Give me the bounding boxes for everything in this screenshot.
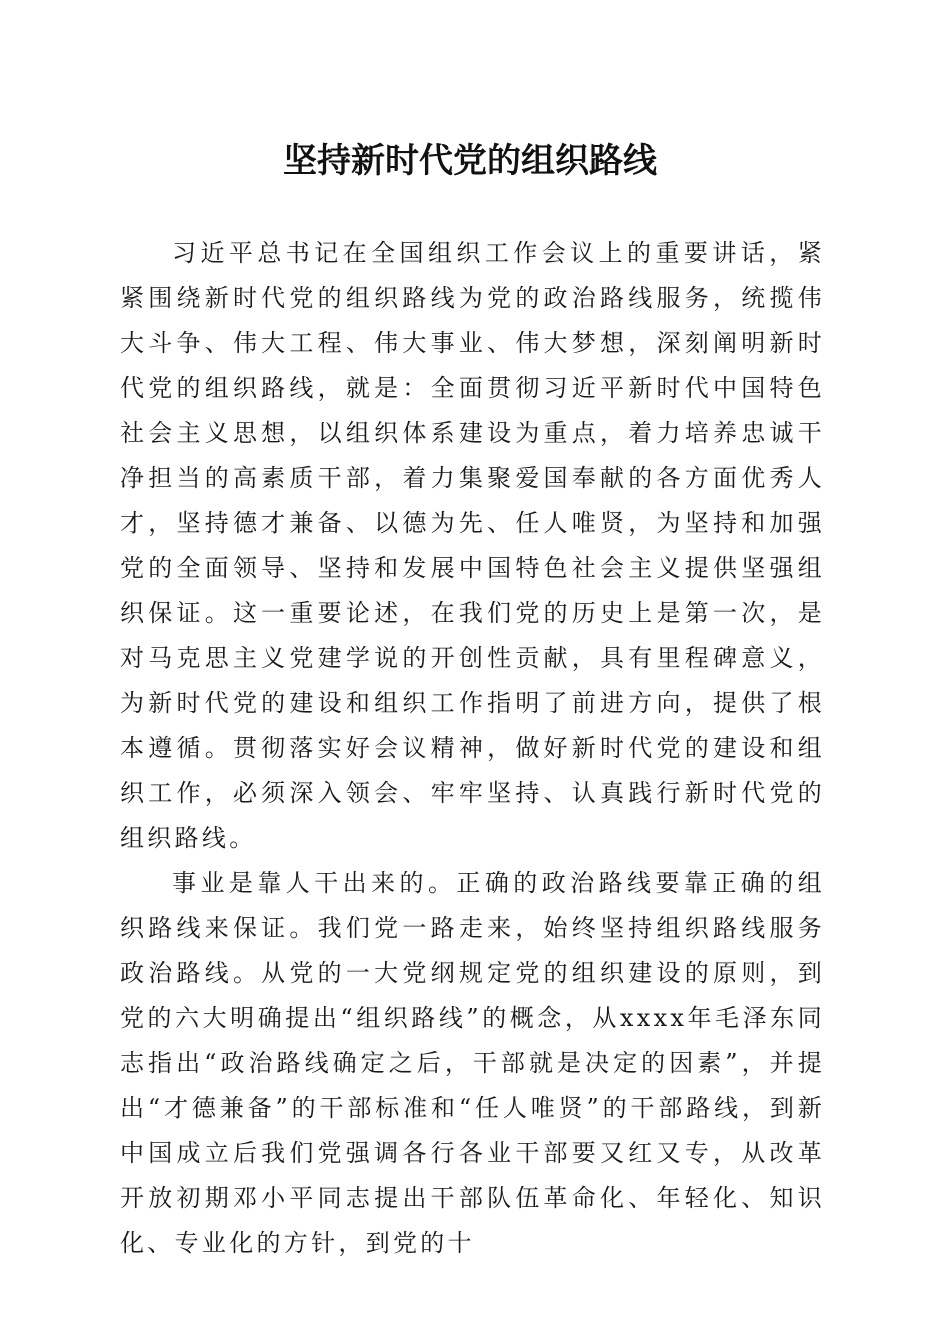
paragraph-2: 事业是靠人干出来的。正确的政治路线要靠正确的组织路线来保证。我们党一路走来，始终坚持组织路线服务政治路线。从党的一大党纲规定党的组织建设的原则，到党的六大明确提出“组织路线”的概念，从xxxx年毛泽东同志指出“政治路线确定之后，干部就是决定的因素”，并提出“才德兼备”的干部标准和“任人唯贤”的干部路线，到新中国成立后我们党强调各行各业干部要又红又专，从改革开放初期邓小平同志提出干部队伍革命化、年轻化、知识化、专业化的方针，到党的十 xyxy=(120,869,825,1257)
document-title: 坚持新时代党的组织路线 xyxy=(283,141,657,181)
paragraph-1: 习近平总书记在全国组织工作会议上的重要讲话，紧紧围绕新时代党的组织路线为党的政治路线服务，统揽伟大斗争、伟大工程、伟大事业、伟大梦想，深刻阐明新时代党的组织路线，就是：全面贯彻习近平新时代中国特色社会主义思想，以组织体系建设为重点，着力培养忠诚干净担当的高素质干部，着力集聚爱国奉献的各方面优秀人才，坚持德才兼备、以德为先、任人唯贤，为坚持和加强党的全面领导、坚持和发展中国特色社会主义提供坚强组织保证。这一重要论述，在我们党的历史上是第一次，是对马克思主义党建学说的开创性贡献，具有里程碑意义，为新时代党的建设和组织工作指明了前进方向，提供了根本遵循。贯彻落实好会议精神，做好新时代党的建设和组织工作，必须深入领会、牢牢坚持、认真践行新时代党的组织路线。 xyxy=(120,239,825,852)
document-body xyxy=(120,231,825,1266)
